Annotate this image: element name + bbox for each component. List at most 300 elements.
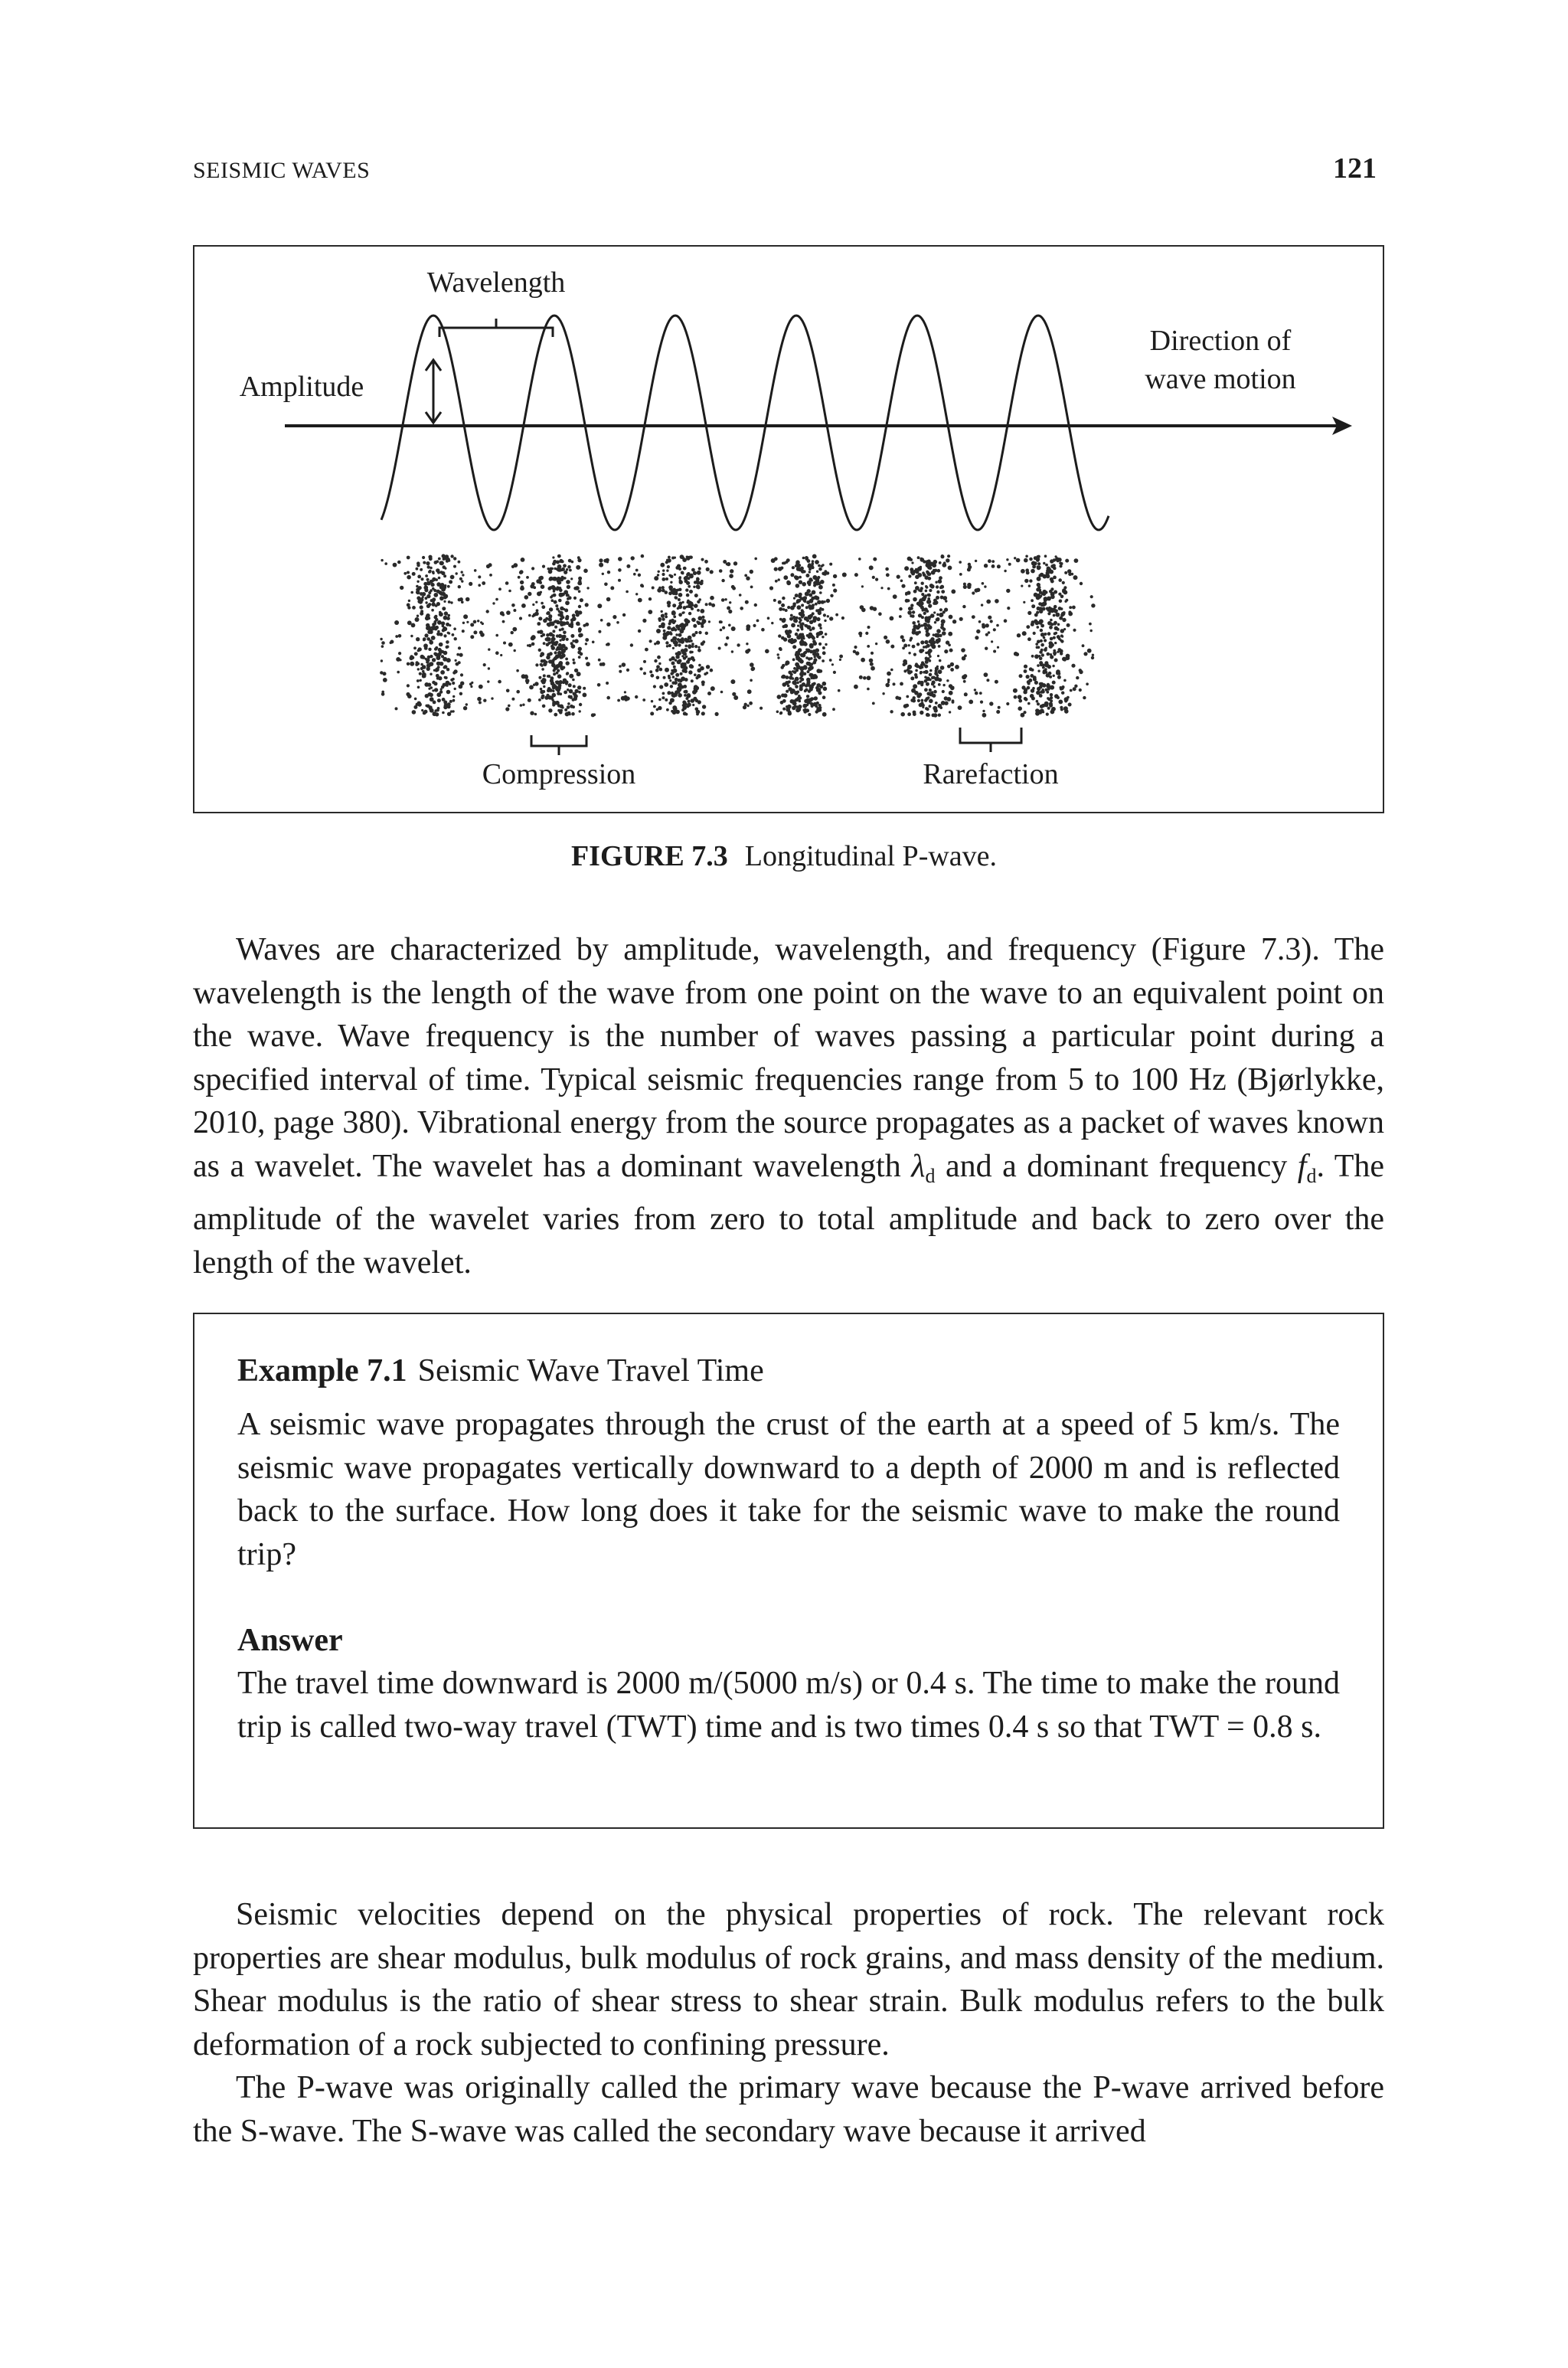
particle-dot	[800, 567, 804, 571]
particle-dot	[466, 597, 470, 602]
particle-dot	[799, 700, 802, 703]
particle-dot	[443, 616, 448, 620]
particle-dot	[665, 641, 668, 644]
particle-dot	[569, 569, 572, 572]
particle-dot	[806, 680, 810, 684]
particle-dot	[731, 626, 736, 631]
particle-dot	[384, 562, 387, 565]
particle-dot	[539, 576, 544, 581]
particle-dot	[887, 672, 891, 676]
particle-dot	[419, 672, 422, 675]
particle-dot	[672, 705, 677, 710]
particle-dot	[672, 711, 676, 715]
particle-dot	[578, 590, 581, 593]
particle-dot	[785, 609, 788, 612]
particle-dot	[710, 596, 714, 600]
particle-dot	[479, 685, 483, 689]
particle-dot	[808, 633, 812, 636]
particle-dot	[938, 645, 941, 648]
particle-dot	[531, 643, 535, 646]
particle-dot	[1004, 619, 1008, 623]
particle-dot	[452, 695, 455, 698]
particle-dot	[666, 645, 668, 647]
particle-dot	[635, 593, 638, 595]
particle-dot	[381, 692, 385, 696]
particle-dot	[670, 581, 672, 584]
particle-dot	[543, 674, 546, 677]
particle-dot	[649, 670, 652, 673]
particle-dot	[1044, 663, 1049, 668]
particle-dot	[1028, 584, 1031, 587]
particle-dot	[867, 675, 871, 680]
page-number: 121	[1333, 152, 1377, 185]
particle-dot	[662, 692, 665, 695]
particle-dot	[1056, 613, 1060, 617]
particle-dot	[908, 574, 911, 577]
particle-dot	[988, 559, 991, 563]
particle-dot	[412, 572, 416, 576]
particle-dot	[816, 656, 818, 658]
particle-dot	[429, 558, 431, 561]
particle-dot	[794, 691, 799, 695]
particle-dot	[422, 656, 426, 659]
particle-dot	[513, 563, 518, 567]
particle-dot	[860, 605, 864, 610]
particle-dot	[437, 620, 442, 625]
particle-dot	[940, 666, 945, 670]
particle-dot	[415, 617, 420, 622]
particle-dot	[933, 569, 936, 572]
particle-dot	[701, 621, 705, 625]
particle-dot	[576, 622, 580, 626]
particle-dot	[684, 694, 687, 697]
particle-dot	[782, 708, 786, 711]
particle-dot	[701, 711, 705, 715]
particle-dot	[697, 649, 701, 653]
particle-dot	[1039, 607, 1043, 610]
particle-dot	[799, 576, 802, 579]
particle-dot	[416, 587, 420, 591]
particle-dot	[1054, 609, 1057, 613]
particle-dot	[1048, 607, 1050, 609]
particle-dot	[1053, 675, 1055, 677]
particle-dot	[807, 662, 811, 666]
particle-dot	[779, 712, 782, 715]
particle-dot	[458, 585, 461, 588]
particle-dot	[801, 616, 804, 619]
particle-dot	[807, 559, 811, 563]
particle-dot	[688, 646, 691, 649]
particle-dot	[435, 669, 438, 672]
particle-dot	[691, 645, 694, 648]
particle-dot	[1021, 713, 1025, 718]
particle-dot	[432, 689, 434, 692]
particle-dot	[455, 659, 457, 662]
lambda-symbol: λ	[911, 1148, 926, 1184]
particle-dot	[683, 711, 687, 715]
particle-dot	[1044, 554, 1047, 558]
particle-dot	[525, 679, 530, 683]
particle-dot	[1031, 604, 1035, 608]
particle-dot	[511, 603, 515, 607]
particle-dot	[659, 685, 663, 688]
particle-dot	[815, 578, 820, 583]
particle-dot	[434, 682, 438, 685]
particle-dot	[899, 607, 902, 610]
particle-dot	[653, 705, 656, 708]
particle-dot	[577, 685, 581, 689]
amplitude-label: Amplitude	[239, 371, 364, 403]
particle-dot	[890, 669, 893, 672]
particle-dot	[756, 620, 760, 623]
particle-dot	[546, 656, 550, 660]
particle-dot	[381, 659, 383, 662]
particle-dot	[919, 603, 923, 607]
particle-dot	[1040, 643, 1044, 647]
particle-dot	[410, 591, 413, 594]
particle-dot	[428, 648, 431, 651]
particle-dot	[1083, 652, 1087, 656]
particle-dot	[959, 561, 962, 564]
particle-dot	[728, 624, 731, 627]
particle-dot	[872, 702, 875, 705]
particle-dot	[826, 571, 829, 574]
particle-dot	[563, 564, 567, 567]
particle-dot	[822, 712, 827, 717]
particle-dot	[394, 620, 399, 625]
particle-dot	[1037, 709, 1040, 713]
particle-dot	[942, 690, 945, 693]
particle-dot	[483, 663, 486, 666]
particle-dot	[917, 556, 920, 559]
particle-dot	[819, 685, 823, 688]
particle-dot	[641, 554, 645, 558]
particle-dot	[1054, 626, 1058, 630]
particle-dot	[924, 679, 928, 683]
particle-dot	[915, 662, 918, 666]
particle-dot	[420, 592, 423, 596]
particle-dot	[459, 653, 463, 657]
particle-dot	[566, 594, 570, 597]
particle-dot	[447, 585, 450, 588]
particle-dot	[673, 641, 677, 645]
particle-dot	[1053, 649, 1056, 653]
particle-dot	[675, 655, 679, 659]
particle-dot	[720, 620, 723, 623]
particle-dot	[727, 562, 730, 566]
particle-dot	[420, 663, 423, 666]
particle-dot	[702, 705, 706, 708]
particle-dot	[672, 636, 677, 641]
particle-dot	[926, 713, 929, 717]
particle-dot	[933, 690, 937, 694]
particle-dot	[1006, 558, 1008, 561]
particle-dot	[441, 655, 444, 658]
particle-dot	[1045, 564, 1048, 567]
particle-dot	[822, 564, 824, 566]
particle-dot	[522, 704, 524, 706]
particle-dot	[618, 557, 622, 561]
particle-dot	[1024, 697, 1027, 701]
particle-dot	[976, 630, 980, 633]
particle-dot	[819, 607, 822, 610]
particle-dot	[685, 588, 688, 591]
particle-dot	[729, 574, 733, 578]
particle-dot	[623, 695, 627, 699]
particle-dot	[566, 672, 569, 675]
particle-dot	[462, 622, 465, 624]
particle-dot	[920, 663, 923, 666]
particle-dot	[809, 629, 812, 632]
particle-dot	[1054, 659, 1058, 662]
particle-dot	[1067, 569, 1071, 573]
particle-dot	[399, 659, 401, 661]
particle-dot	[1044, 598, 1047, 602]
particle-dot	[946, 640, 949, 644]
particle-dot	[577, 558, 581, 562]
particle-dot	[691, 568, 695, 572]
particle-dot	[425, 574, 428, 577]
particle-dot	[452, 678, 455, 681]
particle-dot	[1037, 621, 1040, 624]
particle-dot	[566, 661, 570, 665]
particle-dot	[804, 624, 807, 627]
particle-dot	[437, 698, 441, 702]
paragraph-2	[193, 1893, 1384, 2066]
particle-dot	[802, 682, 805, 686]
particle-dot	[1025, 555, 1028, 558]
particle-dot	[719, 569, 723, 573]
particle-dot	[787, 705, 792, 709]
particle-dot	[819, 591, 822, 594]
particle-dot	[662, 577, 665, 581]
particle-dot	[667, 626, 671, 630]
particle-dot	[825, 633, 828, 636]
particle-dot	[661, 614, 665, 618]
particle-dot	[705, 632, 708, 635]
particle-dot	[460, 673, 463, 676]
particle-dot	[450, 575, 455, 580]
particle-dot	[421, 709, 423, 711]
particle-dot	[835, 613, 838, 617]
particle-dot	[792, 702, 795, 705]
particle-dot	[722, 626, 725, 630]
particle-dot	[565, 658, 568, 661]
particle-dot	[514, 649, 516, 652]
particle-dot	[694, 604, 697, 608]
particle-dot	[450, 710, 452, 712]
particle-dot	[1047, 707, 1050, 710]
particle-dot	[1054, 642, 1057, 644]
particle-dot	[737, 643, 740, 646]
particle-dot	[550, 567, 554, 571]
particle-dot	[579, 710, 581, 712]
particle-dot	[423, 561, 426, 564]
particle-dot	[863, 676, 867, 680]
particle-dot	[541, 696, 544, 700]
particle-dot	[914, 673, 917, 676]
particle-dot	[458, 561, 461, 564]
particle-dot	[929, 679, 931, 681]
running-head: SEISMIC WAVES	[193, 158, 371, 183]
particle-dot	[528, 614, 531, 617]
particle-dot	[1059, 617, 1063, 620]
particle-dot	[1037, 687, 1040, 691]
particle-dot	[1073, 629, 1076, 632]
particle-dot	[691, 607, 694, 610]
particle-dot	[426, 623, 430, 627]
particle-dot	[788, 680, 791, 683]
particle-dot	[469, 582, 472, 586]
particle-dot	[867, 645, 870, 648]
particle-dot	[520, 581, 524, 584]
particle-dot	[942, 684, 945, 686]
particle-dot	[520, 704, 523, 707]
particle-dot	[938, 683, 941, 686]
particle-dot	[859, 675, 863, 679]
particle-dot	[801, 643, 805, 646]
particle-dot	[557, 554, 561, 558]
particle-dot	[548, 642, 551, 645]
particle-dot	[832, 708, 835, 711]
particle-dot	[822, 659, 825, 662]
particle-dot	[443, 596, 447, 600]
particle-dot	[407, 694, 412, 698]
particle-dot	[578, 581, 582, 585]
particle-dot	[560, 709, 563, 712]
particle-dot	[783, 575, 788, 580]
particle-dot	[426, 613, 430, 617]
particle-dot	[428, 603, 431, 606]
particle-dot	[673, 626, 675, 629]
particle-dot	[1057, 651, 1059, 653]
particle-dot	[898, 697, 902, 701]
particle-dot	[740, 607, 743, 610]
particle-dot	[1079, 688, 1082, 692]
particle-dot	[598, 659, 601, 662]
particle-dot	[652, 587, 655, 590]
particle-dot	[658, 617, 662, 621]
particle-dot	[437, 707, 440, 710]
particle-dot	[931, 693, 935, 697]
particle-dot	[942, 611, 945, 613]
particle-dot	[963, 674, 967, 678]
particle-dot	[832, 584, 835, 587]
particle-field	[380, 554, 1096, 717]
particle-dot	[412, 710, 416, 715]
particle-dot	[710, 686, 715, 691]
particle-dot	[578, 656, 581, 659]
particle-dot	[778, 578, 780, 581]
particle-dot	[795, 698, 799, 702]
particle-dot	[552, 703, 555, 706]
particle-dot	[1064, 699, 1067, 702]
particle-dot	[1016, 558, 1021, 563]
particle-dot	[1014, 652, 1018, 656]
particle-dot	[585, 603, 589, 607]
particle-dot	[917, 699, 920, 702]
particle-dot	[422, 556, 425, 559]
particle-dot	[780, 567, 783, 570]
particle-dot	[558, 599, 562, 603]
particle-dot	[442, 625, 445, 628]
particle-dot	[672, 675, 675, 679]
particle-dot	[739, 594, 742, 597]
particle-dot	[808, 604, 812, 608]
particle-dot	[893, 682, 896, 685]
particle-dot	[655, 669, 659, 672]
direction-label-line1: Direction of	[1149, 325, 1292, 357]
particle-dot	[984, 672, 988, 677]
particle-dot	[907, 666, 911, 670]
particle-dot	[1044, 668, 1047, 670]
particle-dot	[381, 645, 384, 648]
particle-dot	[939, 576, 942, 580]
particle-dot	[705, 603, 708, 606]
particle-dot	[1018, 706, 1022, 711]
particle-dot	[913, 684, 917, 688]
particle-dot	[675, 710, 680, 715]
particle-dot	[1067, 696, 1070, 699]
particle-dot	[949, 691, 953, 695]
particle-dot	[691, 656, 694, 660]
particle-dot	[814, 656, 816, 658]
particle-dot	[1023, 690, 1027, 694]
particle-dot	[550, 645, 554, 648]
particle-dot	[466, 703, 468, 705]
particle-dot	[698, 631, 701, 634]
particle-dot	[693, 624, 697, 628]
particle-dot	[420, 610, 423, 613]
particle-dot	[559, 593, 564, 597]
particle-dot	[775, 580, 778, 583]
particle-dot	[914, 581, 917, 584]
particle-dot	[403, 572, 407, 575]
particle-dot	[416, 567, 419, 571]
particle-dot	[1038, 602, 1042, 606]
particle-dot	[804, 600, 806, 603]
particle-dot	[586, 587, 589, 589]
particle-dot	[1059, 600, 1063, 603]
particle-dot	[657, 574, 659, 576]
particle-dot	[688, 612, 691, 615]
particle-dot	[1050, 653, 1052, 656]
particle-dot	[919, 703, 923, 707]
particle-dot	[913, 653, 916, 656]
particle-dot	[885, 683, 890, 688]
particle-dot	[434, 647, 437, 650]
particle-dot	[618, 568, 622, 572]
particle-dot	[459, 692, 462, 695]
particle-dot	[929, 673, 933, 677]
particle-dot	[1031, 688, 1034, 692]
particle-dot	[390, 640, 394, 644]
example-heading	[237, 1349, 1340, 1393]
particle-dot	[790, 673, 793, 676]
particle-dot	[1034, 681, 1038, 685]
particle-dot	[548, 708, 552, 712]
particle-dot	[635, 569, 639, 572]
particle-dot	[668, 676, 671, 679]
particle-dot	[513, 609, 516, 612]
particle-dot	[449, 700, 452, 703]
particle-dot	[573, 662, 576, 665]
particle-dot	[1059, 564, 1062, 567]
particle-dot	[887, 587, 890, 590]
particle-dot	[571, 644, 576, 649]
particle-dot	[779, 647, 782, 650]
particle-dot	[438, 676, 442, 680]
